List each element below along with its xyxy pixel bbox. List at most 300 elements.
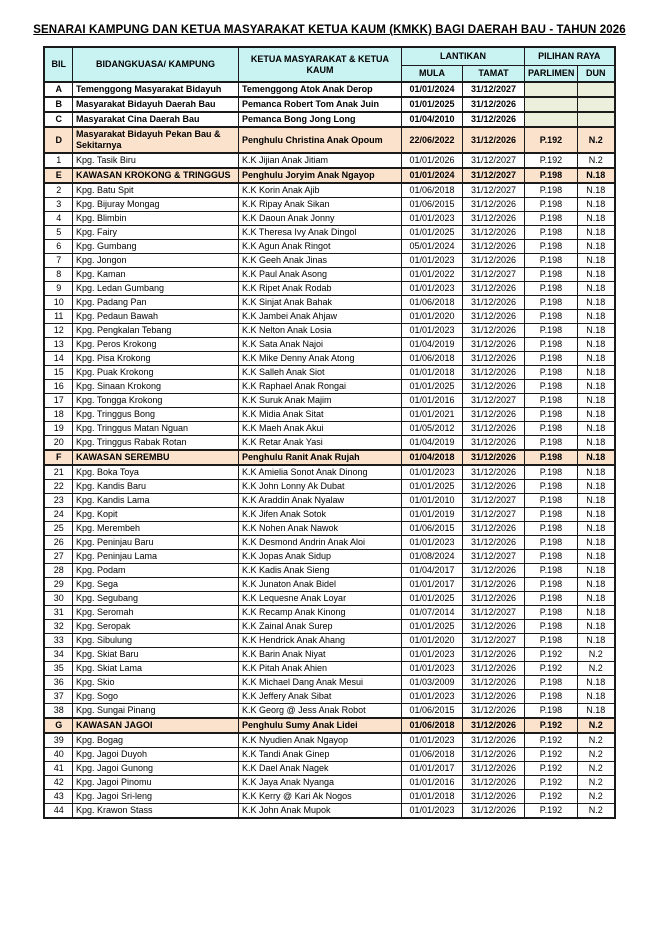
cell-kampung: Kpg. Jagoi Gunong (72, 762, 238, 776)
cell-tamat: 31/12/2026 (462, 324, 524, 338)
cell-parlimen: P.198 (524, 183, 577, 198)
column-header-tamat: TAMAT (462, 65, 524, 82)
cell-tamat: 31/12/2026 (462, 762, 524, 776)
cell-bil: 34 (44, 648, 72, 662)
cell-dun: N.18 (577, 183, 614, 198)
cell-dun: N.18 (577, 536, 614, 550)
cell-dun: N.18 (577, 296, 614, 310)
cell-ketua: K.K Nohen Anak Nawok (238, 522, 401, 536)
cell-mula: 01/01/2021 (401, 408, 462, 422)
cell-bil: B (44, 97, 72, 112)
cell-parlimen: P.198 (524, 268, 577, 282)
cell-mula: 01/01/2023 (401, 662, 462, 676)
cell-kampung: Kpg. Jagoi Pinomu (72, 776, 238, 790)
cell-dun: N.18 (577, 578, 614, 592)
cell-ketua: Temenggong Atok Anak Derop (238, 82, 401, 97)
table-body (44, 82, 614, 818)
table-row (44, 465, 614, 480)
cell-parlimen: P.192 (524, 804, 577, 819)
cell-parlimen: P.198 (524, 436, 577, 451)
cell-parlimen: P.198 (524, 324, 577, 338)
cell-dun: N.18 (577, 198, 614, 212)
cell-kampung: Kpg. Tringgus Bong (72, 408, 238, 422)
cell-kampung: Kpg. Seromah (72, 606, 238, 620)
cell-bil: 2 (44, 183, 72, 198)
table-row (44, 704, 614, 719)
cell-dun: N.18 (577, 226, 614, 240)
cell-parlimen: P.198 (524, 592, 577, 606)
column-header-ketua-masyarakat: KETUA MASYARAKAT & KETUA KAUM (238, 47, 401, 82)
cell-mula: 01/01/2023 (401, 254, 462, 268)
table-row (44, 380, 614, 394)
cell-kampung: Kpg. Seropak (72, 620, 238, 634)
column-header-bidangkuasa-kampung: BIDANGKUASA/ KAMPUNG (72, 47, 238, 82)
cell-mula: 01/01/2025 (401, 620, 462, 634)
cell-kampung: Kpg. Blimbin (72, 212, 238, 226)
cell-parlimen: P.198 (524, 494, 577, 508)
cell-ketua: K.K Salleh Anak Siot (238, 366, 401, 380)
cell-tamat: 31/12/2026 (462, 97, 524, 112)
cell-ketua: K.K Theresa Ivy Anak Dingol (238, 226, 401, 240)
table-row (44, 450, 614, 465)
cell-parlimen: P.192 (524, 127, 577, 153)
cell-kampung: Kpg. Krawon Stass (72, 804, 238, 819)
cell-dun: N.2 (577, 776, 614, 790)
cell-dun: N.18 (577, 366, 614, 380)
cell-mula: 01/01/2024 (401, 168, 462, 183)
cell-dun: N.2 (577, 762, 614, 776)
cell-tamat: 31/12/2026 (462, 592, 524, 606)
table-row (44, 422, 614, 436)
cell-kampung: Kpg. Sungai Pinang (72, 704, 238, 719)
cell-dun: N.18 (577, 324, 614, 338)
cell-bil: 28 (44, 564, 72, 578)
cell-bil: 11 (44, 310, 72, 324)
cell-bil: 5 (44, 226, 72, 240)
cell-mula: 01/01/2020 (401, 310, 462, 324)
cell-mula: 01/01/2023 (401, 648, 462, 662)
table-row (44, 310, 614, 324)
cell-tamat: 31/12/2026 (462, 198, 524, 212)
cell-ketua: K.K Korin Anak Ajib (238, 183, 401, 198)
table-row (44, 366, 614, 380)
cell-parlimen: P.198 (524, 606, 577, 620)
kmkk-table (43, 46, 615, 819)
cell-tamat: 31/12/2026 (462, 704, 524, 719)
cell-parlimen: P.198 (524, 676, 577, 690)
table-row (44, 82, 614, 97)
cell-mula: 01/01/2025 (401, 226, 462, 240)
table-row (44, 578, 614, 592)
cell-kampung: Kpg. Sogo (72, 690, 238, 704)
cell-parlimen: P.198 (524, 620, 577, 634)
cell-parlimen: P.198 (524, 212, 577, 226)
cell-ketua: K.K Jopas Anak Sidup (238, 550, 401, 564)
table-row (44, 97, 614, 112)
cell-kampung: Kpg. Kopit (72, 508, 238, 522)
cell-mula: 01/07/2014 (401, 606, 462, 620)
cell-bil: 27 (44, 550, 72, 564)
table-row (44, 748, 614, 762)
cell-bil: 21 (44, 465, 72, 480)
cell-tamat: 31/12/2027 (462, 394, 524, 408)
cell-kampung: Kpg. Skiat Baru (72, 648, 238, 662)
cell-ketua: K.K Jeffery Anak Sibat (238, 690, 401, 704)
cell-tamat: 31/12/2027 (462, 606, 524, 620)
cell-ketua: K.K Midia Anak Sitat (238, 408, 401, 422)
cell-mula: 01/01/2018 (401, 366, 462, 380)
cell-bil: 38 (44, 704, 72, 719)
cell-ketua: K.K Jaya Anak Nyanga (238, 776, 401, 790)
cell-kampung: Kpg. Sinaan Krokong (72, 380, 238, 394)
cell-tamat: 31/12/2027 (462, 634, 524, 648)
cell-kampung: Kpg. Bogag (72, 733, 238, 748)
table-row (44, 620, 614, 634)
cell-bil: 19 (44, 422, 72, 436)
cell-tamat: 31/12/2026 (462, 465, 524, 480)
cell-kampung: KAWASAN SEREMBU (72, 450, 238, 465)
cell-mula: 01/01/2025 (401, 97, 462, 112)
cell-parlimen: P.192 (524, 648, 577, 662)
cell-mula: 01/01/2025 (401, 592, 462, 606)
cell-ketua: K.K Jijian Anak Jitiam (238, 153, 401, 168)
table-row (44, 352, 614, 366)
cell-bil: A (44, 82, 72, 97)
cell-bil: 39 (44, 733, 72, 748)
cell-dun: N.18 (577, 450, 614, 465)
cell-dun: N.18 (577, 338, 614, 352)
cell-bil: 32 (44, 620, 72, 634)
table-row (44, 690, 614, 704)
cell-tamat: 31/12/2026 (462, 310, 524, 324)
table-header (44, 47, 614, 82)
cell-parlimen: P.192 (524, 790, 577, 804)
cell-tamat: 31/12/2026 (462, 564, 524, 578)
cell-bil: F (44, 450, 72, 465)
cell-mula: 01/01/2022 (401, 268, 462, 282)
cell-ketua: K.K Michael Dang Anak Mesui (238, 676, 401, 690)
cell-ketua: K.K John Lonny Ak Dubat (238, 480, 401, 494)
cell-tamat: 31/12/2026 (462, 282, 524, 296)
cell-bil: 33 (44, 634, 72, 648)
cell-bil: 35 (44, 662, 72, 676)
cell-bil: 12 (44, 324, 72, 338)
cell-kampung: Kpg. Batu Spit (72, 183, 238, 198)
cell-tamat: 31/12/2026 (462, 296, 524, 310)
cell-tamat: 31/12/2026 (462, 578, 524, 592)
cell-mula: 01/04/2018 (401, 450, 462, 465)
cell-tamat: 31/12/2027 (462, 268, 524, 282)
cell-parlimen: P.198 (524, 550, 577, 564)
cell-dun: N.18 (577, 254, 614, 268)
table-row (44, 268, 614, 282)
cell-tamat: 31/12/2026 (462, 536, 524, 550)
cell-ketua: K.K Dael Anak Nagek (238, 762, 401, 776)
cell-parlimen: P.198 (524, 536, 577, 550)
cell-parlimen: P.198 (524, 282, 577, 296)
cell-tamat: 31/12/2026 (462, 776, 524, 790)
cell-tamat: 31/12/2026 (462, 254, 524, 268)
table-row (44, 408, 614, 422)
table-row (44, 168, 614, 183)
cell-tamat: 31/12/2026 (462, 422, 524, 436)
cell-parlimen: P.198 (524, 690, 577, 704)
cell-mula: 01/01/2024 (401, 82, 462, 97)
cell-parlimen: P.198 (524, 352, 577, 366)
cell-tamat: 31/12/2026 (462, 366, 524, 380)
cell-parlimen: P.192 (524, 748, 577, 762)
cell-parlimen: P.198 (524, 394, 577, 408)
cell-tamat: 31/12/2027 (462, 82, 524, 97)
cell-ketua: K.K Lequesne Anak Loyar (238, 592, 401, 606)
cell-parlimen: P.192 (524, 776, 577, 790)
cell-tamat: 31/12/2027 (462, 508, 524, 522)
cell-kampung: Kpg. Bijuray Mongag (72, 198, 238, 212)
cell-ketua: K.K Raphael Anak Rongai (238, 380, 401, 394)
cell-bil: 15 (44, 366, 72, 380)
table-row (44, 112, 614, 127)
cell-ketua: K.K Pitah Anak Ahien (238, 662, 401, 676)
cell-ketua: K.K Jambei Anak Ahjaw (238, 310, 401, 324)
cell-parlimen (524, 112, 577, 127)
cell-dun: N.18 (577, 465, 614, 480)
table-row (44, 394, 614, 408)
cell-ketua: K.K Recamp Anak Kinong (238, 606, 401, 620)
cell-ketua: K.K Kerry @ Kari Ak Nogos (238, 790, 401, 804)
cell-kampung: Masyarakat Bidayuh Daerah Bau (72, 97, 238, 112)
cell-tamat: 31/12/2026 (462, 522, 524, 536)
cell-bil: 14 (44, 352, 72, 366)
cell-tamat: 31/12/2026 (462, 676, 524, 690)
cell-dun: N.18 (577, 522, 614, 536)
cell-dun: N.18 (577, 240, 614, 254)
cell-parlimen: P.198 (524, 226, 577, 240)
cell-tamat: 31/12/2027 (462, 550, 524, 564)
cell-parlimen (524, 97, 577, 112)
cell-parlimen: P.198 (524, 450, 577, 465)
cell-ketua: K.K Kadis Anak Sieng (238, 564, 401, 578)
cell-bil: 30 (44, 592, 72, 606)
table-row (44, 550, 614, 564)
cell-parlimen: P.198 (524, 508, 577, 522)
cell-kampung: Kpg. Tongga Krokong (72, 394, 238, 408)
cell-bil: 18 (44, 408, 72, 422)
cell-kampung: Masyarakat Bidayuh Pekan Bau & Sekitarnya (72, 127, 238, 153)
cell-kampung: Kpg. Peros Krokong (72, 338, 238, 352)
cell-ketua: K.K Barin Anak Niyat (238, 648, 401, 662)
cell-bil: 23 (44, 494, 72, 508)
cell-dun (577, 112, 614, 127)
cell-ketua: K.K Araddin Anak Nyalaw (238, 494, 401, 508)
cell-mula: 01/06/2015 (401, 704, 462, 719)
table-row (44, 522, 614, 536)
cell-tamat: 31/12/2026 (462, 748, 524, 762)
cell-tamat: 31/12/2026 (462, 240, 524, 254)
table-row (44, 592, 614, 606)
cell-dun: N.18 (577, 676, 614, 690)
cell-bil: 10 (44, 296, 72, 310)
cell-dun: N.18 (577, 212, 614, 226)
cell-parlimen: P.192 (524, 718, 577, 733)
cell-kampung: Kpg. Pedaun Bawah (72, 310, 238, 324)
cell-tamat: 31/12/2026 (462, 380, 524, 394)
table-row (44, 776, 614, 790)
cell-mula: 01/08/2024 (401, 550, 462, 564)
column-header-mula: MULA (401, 65, 462, 82)
cell-tamat: 31/12/2026 (462, 450, 524, 465)
cell-mula: 01/04/2017 (401, 564, 462, 578)
cell-dun: N.18 (577, 282, 614, 296)
cell-mula: 01/01/2023 (401, 212, 462, 226)
cell-ketua: K.K Paul Anak Asong (238, 268, 401, 282)
cell-parlimen: P.192 (524, 762, 577, 776)
cell-mula: 01/01/2023 (401, 536, 462, 550)
cell-tamat: 31/12/2026 (462, 436, 524, 451)
cell-ketua: K.K Zainal Anak Surep (238, 620, 401, 634)
table-row (44, 648, 614, 662)
cell-ketua: Penghulu Sumy Anak Lidei (238, 718, 401, 733)
cell-kampung: Kpg. Padang Pan (72, 296, 238, 310)
cell-bil: 13 (44, 338, 72, 352)
cell-ketua: K.K Ripay Anak Sikan (238, 198, 401, 212)
cell-bil: 36 (44, 676, 72, 690)
table-row (44, 436, 614, 451)
cell-tamat: 31/12/2027 (462, 153, 524, 168)
cell-ketua: K.K Mike Denny Anak Atong (238, 352, 401, 366)
table-row (44, 296, 614, 310)
cell-mula: 05/01/2024 (401, 240, 462, 254)
cell-mula: 01/01/2016 (401, 776, 462, 790)
table-row (44, 804, 614, 819)
cell-ketua: Pemanca Robert Tom Anak Juin (238, 97, 401, 112)
cell-dun: N.2 (577, 127, 614, 153)
cell-kampung: Kpg. Kandis Baru (72, 480, 238, 494)
cell-dun: N.2 (577, 648, 614, 662)
cell-kampung: Kpg. Gumbang (72, 240, 238, 254)
cell-ketua: K.K Desmond Andrin Anak Aloi (238, 536, 401, 550)
cell-dun: N.18 (577, 310, 614, 324)
cell-mula: 01/01/2020 (401, 634, 462, 648)
cell-mula: 01/01/2023 (401, 804, 462, 819)
cell-bil: 17 (44, 394, 72, 408)
column-header-lantikan: LANTIKAN (401, 47, 524, 65)
cell-tamat: 31/12/2026 (462, 690, 524, 704)
table-row (44, 564, 614, 578)
table-row (44, 254, 614, 268)
cell-dun: N.18 (577, 436, 614, 451)
cell-parlimen: P.198 (524, 704, 577, 719)
cell-kampung: Kpg. Sibulung (72, 634, 238, 648)
cell-bil: 31 (44, 606, 72, 620)
cell-bil: 40 (44, 748, 72, 762)
cell-ketua: Penghulu Ranit Anak Rujah (238, 450, 401, 465)
cell-kampung: Kpg. Skio (72, 676, 238, 690)
cell-mula: 01/04/2019 (401, 436, 462, 451)
cell-kampung: Kpg. Tasik Biru (72, 153, 238, 168)
cell-dun: N.18 (577, 352, 614, 366)
table-row (44, 662, 614, 676)
cell-parlimen: P.198 (524, 422, 577, 436)
cell-dun (577, 82, 614, 97)
cell-kampung: Kpg. Jongon (72, 254, 238, 268)
table-row (44, 634, 614, 648)
cell-bil: G (44, 718, 72, 733)
table-row (44, 494, 614, 508)
cell-bil: 24 (44, 508, 72, 522)
cell-mula: 01/01/2017 (401, 578, 462, 592)
cell-kampung: KAWASAN KROKONG & TRINGGUS (72, 168, 238, 183)
cell-kampung: Kpg. Kaman (72, 268, 238, 282)
cell-dun: N.2 (577, 804, 614, 819)
cell-tamat: 31/12/2026 (462, 212, 524, 226)
cell-bil: C (44, 112, 72, 127)
cell-kampung: Kpg. Puak Krokong (72, 366, 238, 380)
cell-dun: N.18 (577, 564, 614, 578)
cell-tamat: 31/12/2026 (462, 480, 524, 494)
cell-kampung: KAWASAN JAGOI (72, 718, 238, 733)
cell-mula: 01/01/2010 (401, 494, 462, 508)
cell-parlimen: P.192 (524, 153, 577, 168)
page-title: SENARAI KAMPUNG DAN KETUA MASYARAKAT KETUA KAUM (KMKK) BAGI DAERAH BAU - TAHUN 2026 (33, 24, 626, 36)
cell-kampung: Kpg. Skiat Lama (72, 662, 238, 676)
cell-parlimen: P.198 (524, 634, 577, 648)
cell-parlimen: P.198 (524, 168, 577, 183)
cell-parlimen: P.198 (524, 338, 577, 352)
cell-dun: N.2 (577, 733, 614, 748)
cell-ketua: Penghulu Christina Anak Opoum (238, 127, 401, 153)
cell-ketua: K.K Junaton Anak Bidel (238, 578, 401, 592)
cell-dun: N.18 (577, 508, 614, 522)
cell-tamat: 31/12/2027 (462, 168, 524, 183)
cell-mula: 01/01/2019 (401, 508, 462, 522)
cell-tamat: 31/12/2026 (462, 127, 524, 153)
cell-parlimen: P.192 (524, 662, 577, 676)
cell-bil: 42 (44, 776, 72, 790)
cell-bil: 44 (44, 804, 72, 819)
cell-parlimen: P.198 (524, 240, 577, 254)
cell-bil: 7 (44, 254, 72, 268)
cell-tamat: 31/12/2026 (462, 790, 524, 804)
column-header-dun: DUN (577, 65, 614, 82)
cell-kampung: Kpg. Podam (72, 564, 238, 578)
cell-dun: N.18 (577, 592, 614, 606)
cell-dun: N.18 (577, 606, 614, 620)
cell-bil: E (44, 168, 72, 183)
cell-ketua: K.K Nelton Anak Losia (238, 324, 401, 338)
cell-ketua: K.K Maeh Anak Akui (238, 422, 401, 436)
table-row (44, 762, 614, 776)
cell-kampung: Masyarakat Cina Daerah Bau (72, 112, 238, 127)
cell-ketua: Pemanca Bong Jong Long (238, 112, 401, 127)
cell-mula: 01/04/2010 (401, 112, 462, 127)
cell-bil: 41 (44, 762, 72, 776)
cell-ketua: K.K Geeh Anak Jinas (238, 254, 401, 268)
cell-parlimen: P.198 (524, 380, 577, 394)
cell-dun: N.18 (577, 690, 614, 704)
cell-bil: 3 (44, 198, 72, 212)
cell-bil: 1 (44, 153, 72, 168)
cell-dun: N.2 (577, 662, 614, 676)
cell-tamat: 31/12/2026 (462, 718, 524, 733)
cell-ketua: K.K Sata Anak Najoi (238, 338, 401, 352)
cell-dun: N.18 (577, 634, 614, 648)
cell-ketua: K.K Daoun Anak Jonny (238, 212, 401, 226)
cell-dun: N.18 (577, 268, 614, 282)
cell-bil: 20 (44, 436, 72, 451)
cell-dun: N.18 (577, 408, 614, 422)
cell-kampung: Kpg. Sega (72, 578, 238, 592)
table-row (44, 676, 614, 690)
